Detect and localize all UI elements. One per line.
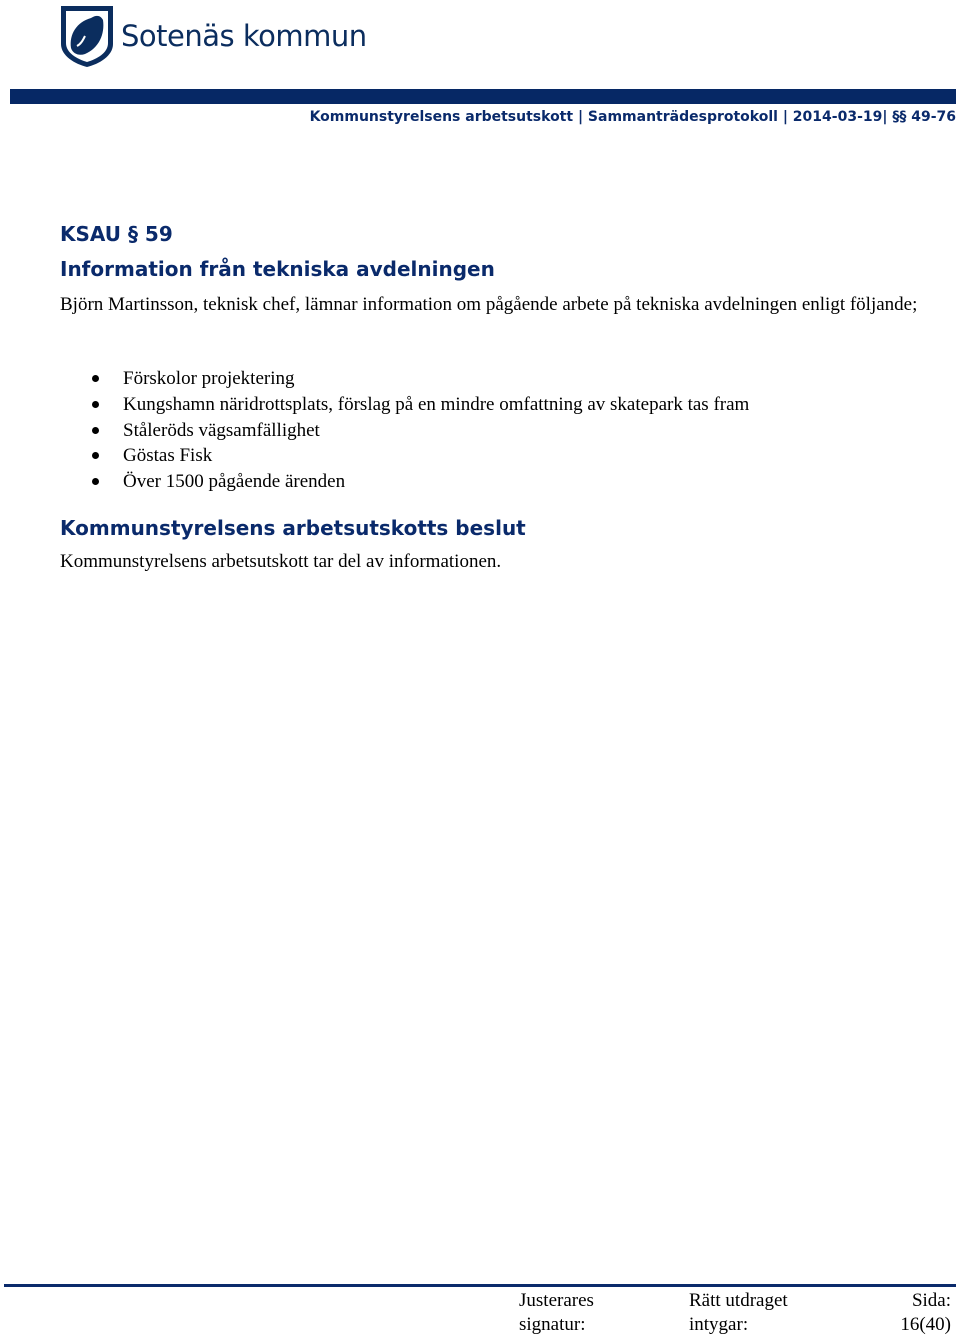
info-list [60,366,749,495]
decision-text: Kommunstyrelsens arbetsutskott tar del av informationen. [60,551,502,572]
footer-intygar: intygar: [689,1314,749,1335]
list-item: Göstas Fisk [60,443,749,469]
footer-ratt-utdraget: Rätt utdraget [689,1290,788,1311]
footer-divider [4,1284,956,1287]
intro-paragraph: Björn Martinsson, teknisk chef, lämnar information om pågående arbete på tekniska avdelningen enligt följande; [60,294,918,315]
header-bar [10,89,956,104]
logo-text: Sotenäs kommun [121,19,367,53]
list-item: Ståleröds vägsamfällighet [60,418,749,444]
list-item: Förskolor projektering [60,366,749,392]
list-item: Över 1500 pågående ärenden [60,469,749,495]
footer-justerares: Justerares [519,1290,594,1311]
section-number: KSAU § 59 [60,222,173,246]
footer-signatur: signatur: [519,1314,586,1335]
logo [59,4,367,68]
list-item: Kungshamn näridrottsplats, förslag på en mindre omfattning av skatepark tas fram [60,392,749,418]
footer-sida: Sida: [911,1290,951,1311]
decision-title: Kommunstyrelsens arbetsutskotts beslut [60,516,526,540]
document-header: Kommunstyrelsens arbetsutskott | Sammanträdesprotokoll | 2014-03-19| §§ 49-76 [309,109,956,125]
page-number: 16(40) [900,1314,951,1335]
coat-of-arms-icon [59,4,115,68]
section-title: Information från tekniska avdelningen [60,257,495,281]
